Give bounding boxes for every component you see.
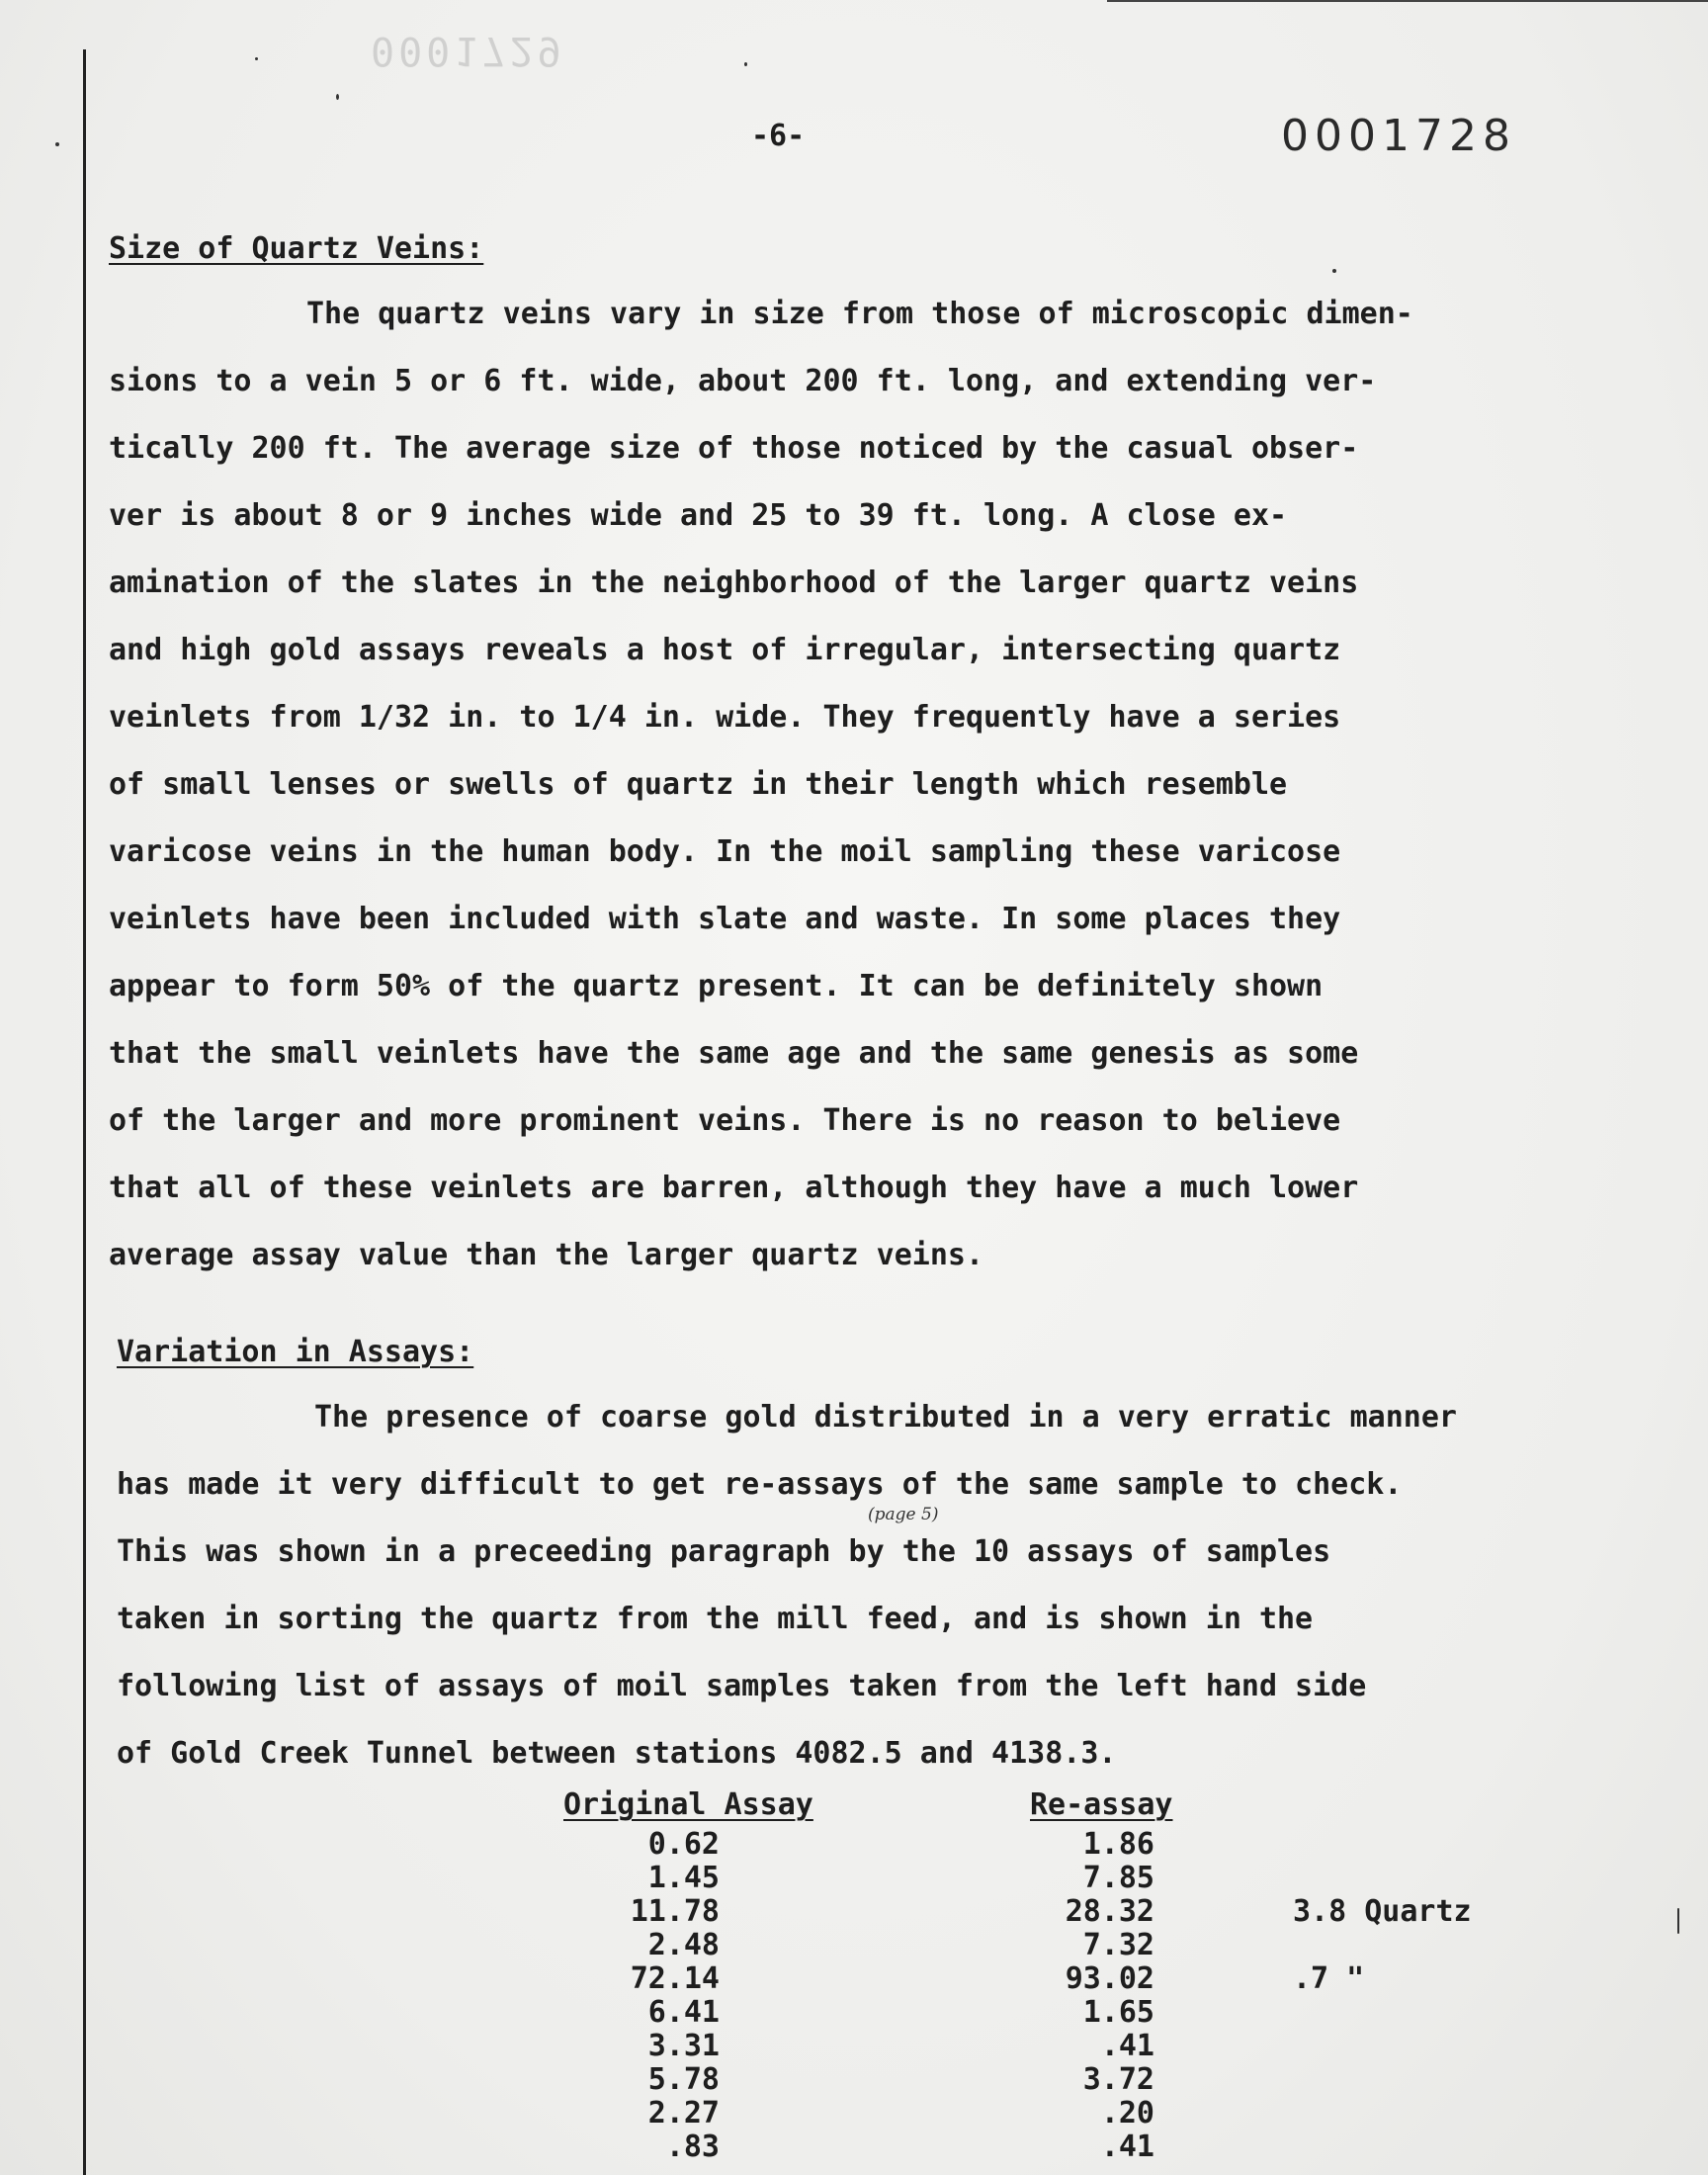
table-row	[0, 2096, 1708, 2130]
scan-speck	[744, 62, 747, 66]
paragraph-variation-in-assays	[117, 1384, 1619, 1787]
bleed-through-number: 0001729	[371, 28, 565, 73]
column-header-original-assay: Original Assay	[563, 1787, 813, 1822]
text-line: The quartz veins vary in size from those of microscopic dimen-	[306, 297, 1413, 331]
document-id-stamp: 0001728	[1281, 111, 1516, 161]
text-line: average assay value than the larger quartz veins.	[109, 1238, 984, 1272]
scan-speck	[255, 57, 258, 60]
original-assay-value: 0.62	[647, 1827, 720, 1862]
page-number: -6-	[751, 119, 806, 153]
text-line: taken in sorting the quartz from the mill feed, and is shown in the	[117, 1602, 1314, 1636]
assay-note: .7 "	[1293, 1961, 1365, 1996]
text-line: and high gold assays reveals a host of irregular, intersecting quartz	[109, 633, 1341, 667]
reassay-value: 93.02	[1065, 1961, 1154, 1996]
section-heading-size-of-quartz-veins: Size of Quartz Veins:	[109, 231, 484, 266]
text-line: ver is about 8 or 9 inches wide and 25 to 39 ft. long. A close ex-	[109, 498, 1288, 533]
handwritten-page-reference: (page 5)	[868, 1505, 939, 1524]
reassay-value: .20	[1100, 2096, 1154, 2131]
paragraph-size-of-quartz-veins	[109, 281, 1611, 1289]
text-line: tically 200 ft. The average size of those noticed by the casual obser-	[109, 431, 1359, 466]
reassay-value: 7.85	[1082, 1861, 1154, 1895]
reassay-value: 3.72	[1082, 2062, 1154, 2097]
text-line: following list of assays of moil samples taken from the left hand side	[117, 1669, 1367, 1703]
text-line: that all of these veinlets are barren, although they have a much lower	[109, 1171, 1359, 1205]
text-line: of the larger and more prominent veins. There is no reason to believe	[109, 1103, 1341, 1138]
text-line: has made it very difficult to get re-assays of the same sample to check.	[117, 1467, 1403, 1502]
reassay-value: 7.32	[1082, 1928, 1154, 1962]
text-line: veinlets from 1/32 in. to 1/4 in. wide. They frequently have a series	[109, 700, 1341, 735]
reassay-value: 28.32	[1065, 1894, 1154, 1929]
column-header-re-assay: Re-assay	[1030, 1787, 1173, 1822]
table-row	[0, 2029, 1708, 2062]
scan-speck	[1677, 1908, 1679, 1934]
table-row	[0, 1928, 1708, 1961]
original-assay-value: 2.27	[647, 2096, 720, 2131]
section-heading-variation-in-assays: Variation in Assays:	[117, 1335, 474, 1369]
text-line: that the small veinlets have the same age and the same genesis as some	[109, 1036, 1359, 1071]
top-edge-line	[1107, 0, 1708, 2]
table-row	[0, 2062, 1708, 2096]
table-row	[0, 1995, 1708, 2029]
scan-speck	[55, 142, 59, 146]
text-line: amination of the slates in the neighborhood of the larger quartz veins	[109, 566, 1359, 600]
text-line: sions to a vein 5 or 6 ft. wide, about 200 ft. long, and extending ver-	[109, 364, 1377, 398]
text-line: The presence of coarse gold distributed in a very erratic manner	[314, 1400, 1457, 1435]
reassay-value: 1.65	[1082, 1995, 1154, 2030]
scan-speck	[336, 94, 339, 100]
text-line: of Gold Creek Tunnel between stations 4082.5 and 4138.3.	[117, 1736, 1117, 1771]
text-line: This was shown in a preceeding paragraph by the 10 assays of samples	[117, 1534, 1331, 1569]
text-line: veinlets have been included with slate and waste. In some places they	[109, 902, 1341, 936]
text-line: appear to form 50% of the quartz present. It can be definitely shown	[109, 969, 1324, 1003]
table-row	[0, 1894, 1708, 1928]
original-assay-value: 72.14	[630, 1961, 720, 1996]
assay-note: 3.8 Quartz	[1293, 1894, 1472, 1929]
original-assay-value: 11.78	[630, 1894, 720, 1929]
table-row	[0, 1827, 1708, 1861]
text-line: varicose veins in the human body. In the moil sampling these varicose	[109, 834, 1341, 869]
table-row	[0, 1861, 1708, 1894]
original-assay-value: 3.31	[647, 2029, 720, 2063]
reassay-value: .41	[1100, 2130, 1154, 2164]
original-assay-value: 5.78	[647, 2062, 720, 2097]
original-assay-value: 1.45	[647, 1861, 720, 1895]
reassay-value: .41	[1100, 2029, 1154, 2063]
original-assay-value: .83	[665, 2130, 720, 2164]
table-row	[0, 1961, 1708, 1995]
table-row	[0, 2130, 1708, 2163]
scan-speck	[1332, 269, 1336, 273]
text-line: of small lenses or swells of quartz in their length which resemble	[109, 767, 1288, 802]
original-assay-value: 6.41	[647, 1995, 720, 2030]
reassay-value: 1.86	[1082, 1827, 1154, 1862]
original-assay-value: 2.48	[647, 1928, 720, 1962]
